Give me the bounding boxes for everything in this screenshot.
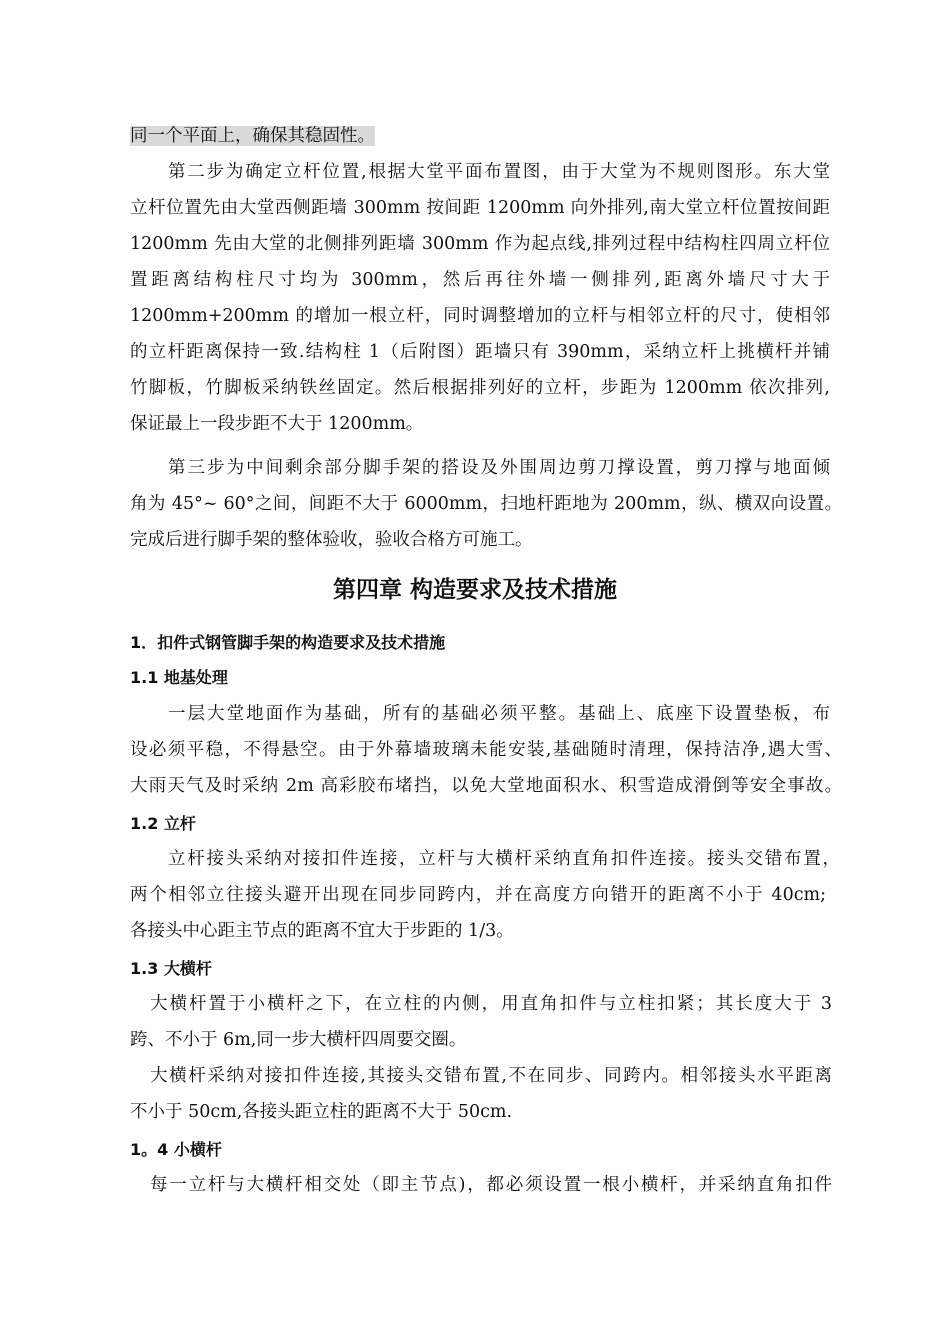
highlighted-text: 同一个平面上，确保其稳固性。 bbox=[130, 126, 375, 146]
section-1-2-line-2: 两个相邻立往接头避开出现在同步同跨内，并在高度方向错开的距离不小于 40cm; bbox=[130, 885, 826, 905]
step2-line-1: 第二步为确定立杆位置,根据大堂平面布置图，由于大堂为不规则图形。东大堂 bbox=[168, 162, 830, 182]
intro-paragraph bbox=[130, 124, 375, 148]
step3-line-2: 角为 45°~ 60°之间，间距不大于 6000mm，扫地杆距地为 200mm，纵、横双向设置。 bbox=[130, 494, 842, 514]
step2-line-6: 的立杆距离保持一致.结构柱 1（后附图）距墙只有 390mm，采纳立杆上挑横杆并铺 bbox=[130, 342, 830, 362]
section-1-3-line-2: 跨、不小于 6m,同一步大横杆四周要交圈。 bbox=[130, 1030, 467, 1050]
section-1-title: 1．扣件式钢管脚手架的构造要求及技术措施 bbox=[130, 633, 446, 652]
step2-line-5: 1200mm+200mm 的增加一根立杆，同时调整增加的立杆与相邻立杆的尺寸，使相邻 bbox=[130, 306, 830, 326]
step2-line-2: 立杆位置先由大堂西侧距墙 300mm 按间距 1200mm 向外排列,南大堂立杆位置按间距 bbox=[130, 198, 830, 218]
step3-line-3: 完成后进行脚手架的整体验收，验收合格方可施工。 bbox=[130, 530, 533, 550]
chapter-title: 第四章 构造要求及技术措施 bbox=[332, 577, 617, 603]
section-1-1-line-3: 大雨天气及时采纳 2m 高彩胶布堵挡，以免大堂地面积水、积雪造成滑倒等安全事故。 bbox=[130, 776, 842, 796]
section-1-1-title: 1.1 地基处理 bbox=[130, 668, 228, 687]
section-1-3-line-1: 大横杆置于小横杆之下，在立柱的内侧，用直角扣件与立柱扣紧；其长度大于 3 bbox=[150, 994, 832, 1014]
section-1-2-line-3: 各接头中心距主节点的距离不宜大于步距的 1/3。 bbox=[130, 921, 514, 941]
section-1-2-title: 1.2 立杆 bbox=[130, 814, 196, 833]
section-1-4-title: 1。4 小横杆 bbox=[130, 1140, 222, 1159]
step2-line-4: 置距离结构柱尺寸均为 300mm，然后再往外墙一侧排列,距离外墙尺寸大于 bbox=[130, 270, 830, 290]
section-1-4-line-1: 每一立杆与大横杆相交处（即主节点)，都必须设置一根小横杆，并采纳直角扣件 bbox=[150, 1175, 832, 1195]
step2-line-8: 保证最上一段步距不大于 1200mm。 bbox=[130, 414, 424, 434]
section-1-3-line-3: 大横杆采纳对接扣件连接,其接头交错布置,不在同步、同跨内。相邻接头水平距离 bbox=[150, 1066, 832, 1086]
step2-line-3: 1200mm 先由大堂的北侧排列距墙 300mm 作为起点线,排列过程中结构柱四周立杆位 bbox=[130, 234, 830, 254]
section-1-1-line-2: 设必须平稳，不得悬空。由于外幕墙玻璃未能安装,基础随时清理，保持洁净,遇大雪、 bbox=[130, 740, 842, 760]
section-1-1-line-1: 一层大堂地面作为基础，所有的基础必须平整。基础上、底座下设置垫板，布 bbox=[168, 704, 830, 724]
section-1-2-line-1: 立杆接头采纳对接扣件连接，立杆与大横杆采纳直角扣件连接。接头交错布置， bbox=[168, 849, 840, 869]
section-1-3-line-4: 不小于 50cm,各接头距立柱的距离不大于 50cm. bbox=[130, 1102, 513, 1122]
step2-line-7: 竹脚板，竹脚板采纳铁丝固定。然后根据排列好的立杆，步距为 1200mm 依次排列, bbox=[130, 378, 830, 398]
step3-line-1: 第三步为中间剩余部分脚手架的搭设及外围周边剪刀撑设置，剪刀撑与地面倾 bbox=[168, 458, 830, 478]
section-1-3-title: 1.3 大横杆 bbox=[130, 959, 212, 978]
